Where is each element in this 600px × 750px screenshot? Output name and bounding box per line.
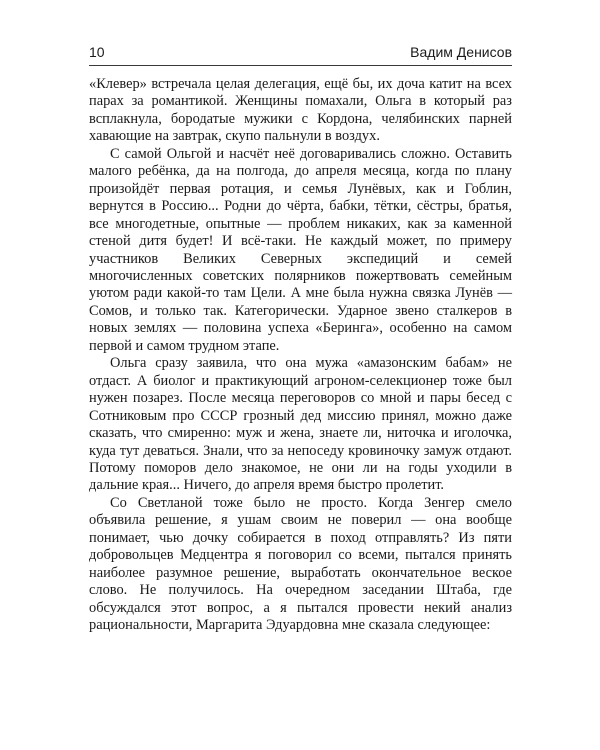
running-header bbox=[89, 44, 512, 66]
running-title-author: Вадим Денисов bbox=[410, 44, 512, 60]
page-number: 10 bbox=[89, 44, 105, 60]
header-divider bbox=[89, 65, 512, 66]
paragraph: С самой Ольгой и насчёт неё договаривались сложно. Оставить малого ребёнка, да на полгода, до апреля месяца, когда по плану произойдёт первая ротация, и семья Лунёвых, как и Гоблин, вернутся в Россию... Родни до чёрта, бабки, тётки, сёстры, братья, все многодетные, опытные — проблем никаких, как за каменной стеной дитя будет! И всё-таки. Не каждый может, по примеру участников Великих Северных экспедиций и семей многочисленных советских полярников пожертвовать семейным уютом ради какой-то там Цели. А мне была нужна связка Лунёв — Сомов, и только так. Категорически. Ударное звено сталкеров в новых землях — половина успеха «Беринга», особенно на самом первой и самом трудном этапе. bbox=[89, 145, 512, 354]
paragraph: Ольга сразу заявила, что она мужа «амазонским бабам» не отдаст. А биолог и практикующий агроном-селекционер тоже был нужен позарез. После месяца переговоров со мной и пары бесед с Сотниковым про СССР грозный дед миссию принял, можно даже сказать, что смиренно: муж и жена, знаете ли, ниточка и иголочка, куда тут деваться. Знали, что за непоседу кровиночку замуж отдают. Потому поморов дело знакомое, не они ли на годы уходили в дальние края... Ничего, до апреля время быстро пролетит. bbox=[89, 355, 512, 494]
paragraph: «Клевер» встречала целая делегация, ещё бы, их доча катит на всех парах за романтикой. Женщины помахали, Ольга в который раз всплакнула, бородатые мужики с Кордона, челябинских парней хавающие на завтрак, скупо пальнули в воздух. bbox=[89, 76, 512, 145]
body-text bbox=[89, 76, 512, 635]
paragraph: Со Светланой тоже было не просто. Когда Зенгер смело объявила решение, я ушам своим не поверил — она вообще понимает, чью дочку собирается в поход отправлять? Из пяти добровольцев Медцентра я поговорил со всеми, пытался принять наиболее разумное решение, выработать окончательное веское слово. Не получилось. На очередном заседании Штаба, где обсуждался этот вопрос, а я пытался провести некий анализ рациональности, Маргарита Эдуардовна мне сказала следующее: bbox=[89, 494, 512, 634]
